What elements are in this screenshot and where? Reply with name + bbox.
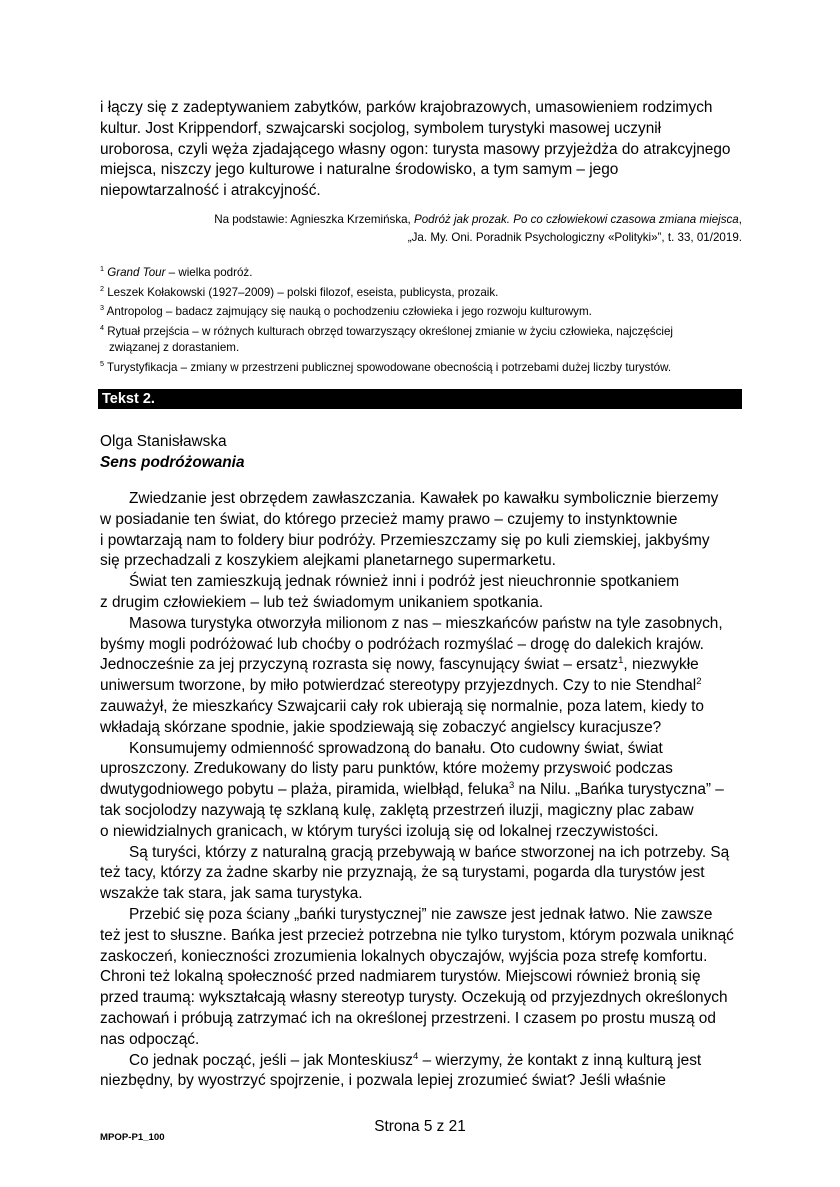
text-line: Masowa turystyka otworzyła milionom z nas – mieszkańców państw na tyle zasobnych, (129, 614, 723, 632)
text-line: Konsumujemy odmienność sprowadzoną do banału. Oto cudowny świat, świat (129, 739, 663, 757)
section-banner: Tekst 2. (98, 389, 742, 409)
text-line (100, 655, 748, 676)
text-line: uroborosa, czyli węża zjadającego własny ogon: turysta masowy przyjeżdża do atrakcyjnego (100, 140, 731, 158)
text-line: Chroni też lokalną społeczność przed nadmiarem turystów. Miejscowi również bronią się (100, 968, 701, 986)
text-run: Co jednak począć, jeśli – jak Monteskiusz (129, 1051, 414, 1069)
intro-paragraph (100, 98, 748, 202)
page-number: Strona 5 z 21 (374, 1118, 466, 1135)
footnote-5 (100, 360, 748, 377)
text-line: byśmy mogli podróżować lub choćby o podróżach rozmyślać – drogę do dalekich krajów. (100, 635, 704, 653)
citation-line (100, 211, 742, 229)
footnote-number: 2 (100, 283, 104, 293)
footnote-number: 4 (100, 322, 104, 332)
text-line: zauważył, że mieszkańcy Szwajcarii cały rok ubierają się normalnie, poza latem, kiedy to (100, 697, 704, 715)
text-line: niepowtarzalność i atrakcyjność. (100, 182, 321, 200)
text-line: Zwiedzanie jest obrzędem zawłaszczania. Kawałek po kawałku symbolicznie bierzemy (129, 490, 719, 507)
text-line: wszakże tak stara, jak sama turystyka. (100, 885, 363, 903)
paragraph-2 (100, 572, 748, 614)
paragraph-1 (100, 489, 748, 572)
text-line: zaskoczeń, konieczności zrozumienia lokalnych obyczajów, wyjścia poza strefę komfortu. (100, 947, 708, 965)
text-line: przed traumą: wykształcają własny stereotyp turysty. Oczekują od przyjezdnych określonych (100, 989, 728, 1007)
text-line: Przebić się poza ściany „bańki turystycznej” nie zawsze jest jednak łatwo. Nie zawsze (129, 905, 713, 923)
text-line: i łączy się z zadeptywaniem zabytków, parków krajobrazowych, umasowieniem rodzimych (100, 99, 713, 116)
footnotes (100, 265, 748, 380)
source-citation (100, 211, 742, 247)
text-line: nas odpocząć. (100, 1030, 200, 1048)
text-line: o niewidzialnych granicach, w którym turyści izolują się od lokalnej rzeczywistości. (100, 822, 659, 840)
text-run: dwutygodniowego pobytu – plaża, piramida, wielbłąd, feluka (100, 781, 509, 799)
text-line: miejsca, niszczy jego kulturowe i naturalne środowisko, a tym samym – jego (100, 161, 619, 179)
footnote-1 (100, 265, 748, 282)
citation-suffix: , (738, 213, 742, 226)
text-author: Olga Stanisławska (100, 433, 227, 450)
citation-title: Podróż jak prozak. Po co człowiekowi czasowa zmiana miejsca (414, 213, 739, 226)
footnote-ref: 4 (413, 1050, 419, 1062)
text-run: uniwersum tworzone, by miło potwierdzać stereotypy przyjezdnych. Czy to nie Stendhal (100, 677, 697, 695)
paragraph-4 (100, 739, 748, 843)
footnote-text: Rytuał przejścia – w różnych kulturach obrzęd towarzyszący określonej zmianie w życiu człowieka, najczęściej (107, 324, 673, 338)
text-line: zachowań i próbują zatrzymać ich na określonej przestrzeni. I czasem po prostu muszą od (100, 1009, 716, 1027)
footnote-ref: 1 (618, 655, 624, 667)
text-line: uproszczony. Zredukowany do listy paru punktów, które możemy przyswoić podczas (100, 760, 673, 778)
text-line: się przechadzali z koszykiem alejkami planetarnego supermarketu. (100, 552, 556, 570)
text-line: Są turyści, którzy z naturalną gracją przebywają w bańce stworzonej na ich potrzeby. Są (129, 843, 730, 861)
footnote-2 (100, 285, 748, 302)
text-line: w posiadanie ten świat, do którego przecież mamy prawo – czujemy to instynktownie (100, 510, 678, 528)
text-line: Świat ten zamieszkują jednak również inni i podróż jest nieuchronnie spotkaniem (129, 573, 680, 591)
text-run: – wierzymy, że kontakt z inną kulturą jest (418, 1051, 702, 1069)
exam-code: MPOP-P1_100 (100, 1132, 165, 1143)
footnote-ref: 2 (696, 676, 702, 688)
paragraph-5 (100, 843, 748, 905)
footnote-4 (100, 324, 748, 357)
footnote-text: Leszek Kołakowski (1927–2009) – polski filozof, eseista, publicysta, prozaik. (107, 285, 499, 299)
text-line (100, 780, 748, 801)
text-run: na Nilu. „Bańka turystyczna” – (514, 781, 724, 799)
footnote-number: 3 (100, 303, 104, 313)
text-title: Sens podróżowania (100, 454, 245, 471)
text-line: tak socjolodzy nazywają tę szklaną kulę, zaklętą przestrzeń iluzji, magiczny plac zabaw (100, 801, 694, 819)
paragraph-6 (100, 905, 748, 1051)
footnote-text: – wielka podróż. (165, 266, 253, 279)
footnote-3 (100, 304, 748, 321)
footnote-continuation: związanej z dorastaniem. (109, 341, 240, 355)
text-run: , niezwykłe (623, 656, 699, 674)
text-line: i powtarzają nam to foldery biur podróży. Przemieszczamy się po kuli ziemskiej, jakbyśmy (100, 531, 710, 549)
footnote-number: 1 (100, 264, 104, 274)
text-line: też tacy, którzy za żadne skarby nie przyznają, że są turystami, pogarda dla turystów jest (100, 864, 705, 882)
text-line: z drugim człowiekiem – lub też świadomym unikaniem spotkania. (100, 593, 544, 611)
text-line: niezbędny, by wyostrzyć spojrzenie, i pozwala lepiej zrozumieć świat? Jeśli właśnie (100, 1072, 666, 1090)
paragraph-7 (100, 1051, 748, 1093)
footnote-text: Turystyfikacja – zmiany w przestrzeni publicznej spowodowane obecnością i potrzebami dużej liczby turystów. (107, 360, 672, 374)
text-line: też jest to słuszne. Bańka jest przecież potrzebna nie tylko turystom, którym pozwala uniknąć (100, 926, 734, 944)
citation-line-2: „Ja. My. Oni. Poradnik Psychologiczny «Polityki»”, t. 33, 01/2019. (407, 231, 742, 244)
main-text (100, 489, 748, 1092)
citation-prefix: Na podstawie: Agnieszka Krzemińska, (214, 213, 414, 226)
paragraph-3 (100, 614, 748, 739)
footnote-number: 5 (100, 359, 104, 369)
text-line (100, 676, 748, 697)
footnote-text: Antropolog – badacz zajmujący się nauką o pochodzeniu człowieka i jego rozwoju kulturowym. (106, 305, 592, 319)
footnote-term: Grand Tour (107, 266, 166, 279)
text-run: Jednocześnie za jej przyczyną rozrasta się nowy, fascynujący świat – ersatz (100, 656, 619, 674)
text-line (100, 1051, 748, 1072)
footnote-ref: 3 (508, 780, 515, 792)
text-line: kultur. Jost Krippendorf, szwajcarski socjolog, symbolem turystyki masowej uczynił (100, 119, 662, 137)
text-line: wkładają skórzane spodnie, jakie spodziewają się zobaczyć angielscy kuracjusze? (100, 718, 662, 736)
